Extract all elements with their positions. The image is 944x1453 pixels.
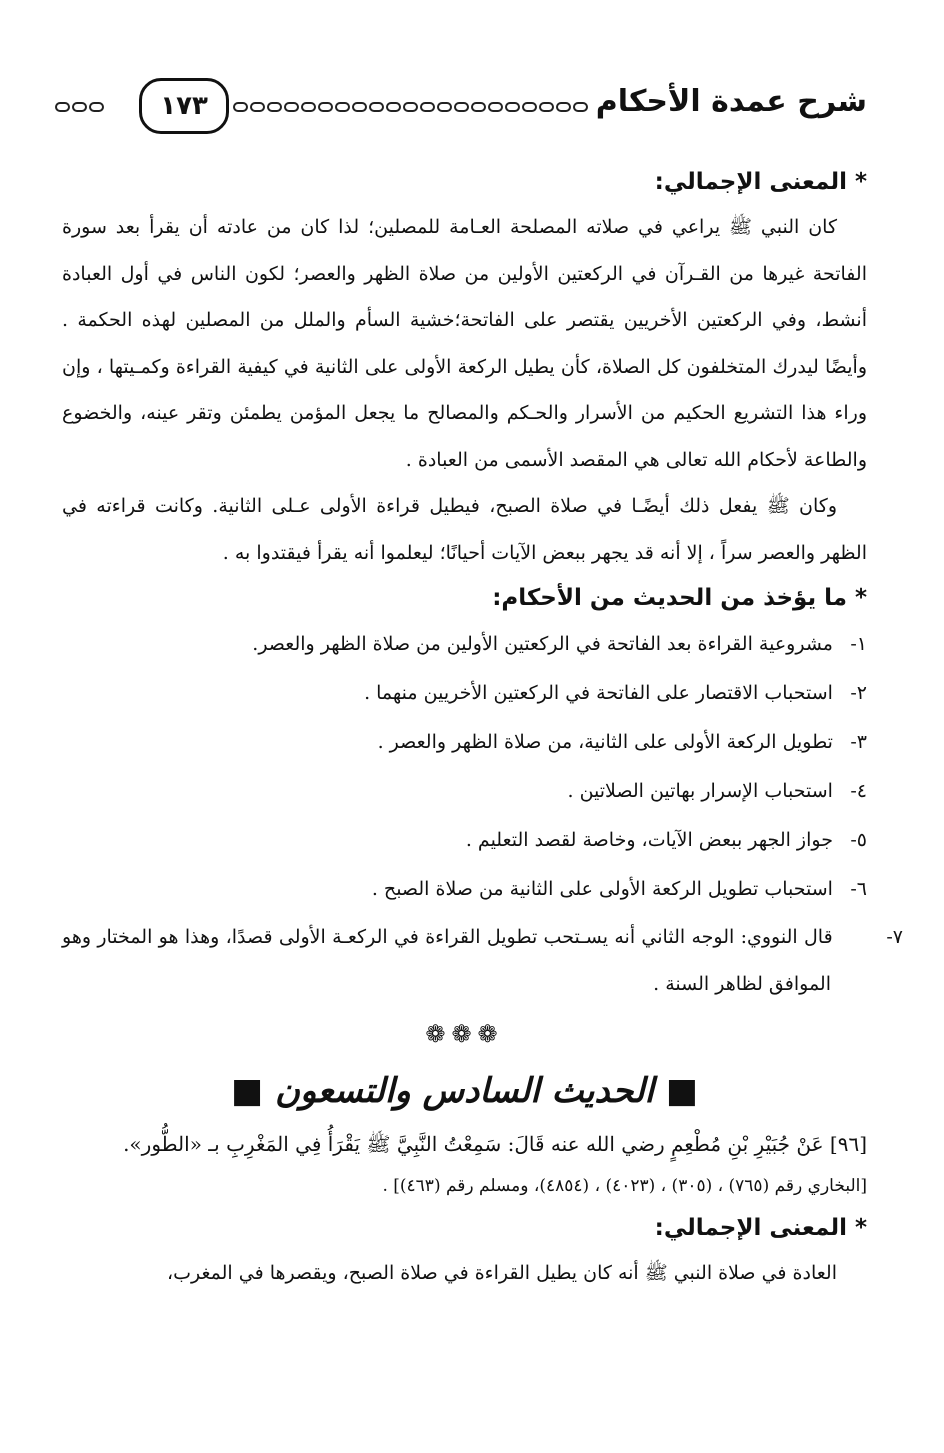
page-content bbox=[62, 160, 903, 1297]
list-item: ٢- استحباب الاقتصار على الفاتحة في الركعتين الأخريين منهما . bbox=[364, 682, 867, 704]
rulings-list bbox=[62, 620, 903, 1008]
list-item: ٧- قال النووي: الوجه الثاني أنه يسـتحب تطويل القراءة في الركعـة الأولى قصدًا، وهذا هو المختار وهو الموافق لظاهر السنة . bbox=[62, 926, 903, 995]
list-item: ١- مشروعية القراءة بعد الفاتحة في الركعتين الأولين من صلاة الظهر والعصر. bbox=[252, 633, 867, 655]
book-title: شرح عمدة الأحكام bbox=[595, 84, 867, 119]
paragraph-meaning-2: وكان ﷺ يفعل ذلك أيضًـا في صلاة الصبح، فيطيل قراءة الأولى عـلى الثانية. وكانت قراءته في الظهر والعصر سراً ، إلا أنه قد يجهر ببعض الآيات أحيانًا؛ ليعلموا أنه يقرأ فيقتدوا به . bbox=[62, 495, 867, 564]
list-item: ٤- استحباب الإسرار بهاتين الصلاتين . bbox=[567, 780, 867, 802]
paragraph-meaning-3: العادة في صلاة النبي ﷺ أنه كان يطيل القراءة في صلاة الصبح، ويقصرها في المغرب، bbox=[166, 1262, 837, 1284]
section-heading-meaning: * المعنى الإجمالي: bbox=[654, 169, 867, 195]
section-heading-rulings: * ما يؤخذ من الحديث من الأحكام: bbox=[492, 585, 867, 611]
section-heading-meaning-2: * المعنى الإجمالي: bbox=[654, 1215, 867, 1241]
header-ornament-short bbox=[55, 102, 104, 116]
paragraph-meaning-1: كان النبي ﷺ يراعي في صلاته المصلحة العـامة للمصلين؛ لذا كان من عادته أن يقرأ بعد سورة الفاتحة غيرها من القـرآن في الركعتين الأولين من صلاة الظهر والعصر؛ لكون الناس في أول العبادة أنشط، وفي الركعتين الأخريين يقتصر على الفاتحة؛خشية السأم والملل من المصلين لهذه الحكمة . وأيضًا ليدرك المتخلفون كل الصلاة، كأن يطيل الركعة الأولى على الثانية في كيفية القراءة وكمـيتها ، وإن وراء هذا التشريع الحكيم من الأسرار والحـكم والمصالح ما يجعل المؤمن يطمئن وتقر عينه، والخضوع والطاعة لأحكام الله تعالى هي المقصد الأسمى من العبادة . bbox=[62, 216, 867, 471]
hadith-reference: [البخاري رقم (٧٦٥) ، (٣٠٥) ، (٤٠٢٣) ، (٤٨٥٤)، ومسلم رقم (٤٦٣)] . bbox=[382, 1176, 867, 1196]
list-item: ٦- استحباب تطويل الركعة الأولى على الثانية من صلاة الصبح . bbox=[371, 878, 867, 900]
section-divider-stars: ❁❁❁ bbox=[425, 1020, 504, 1048]
page-number: ١٧٣ bbox=[139, 78, 229, 134]
list-item: ٣- تطويل الركعة الأولى على الثانية، من صلاة الظهر والعصر . bbox=[377, 731, 867, 753]
page-header bbox=[55, 78, 867, 138]
header-ornament-long bbox=[233, 102, 588, 116]
list-item: ٥- جواز الجهر ببعض الآيات، وخاصة لقصد التعليم . bbox=[465, 829, 867, 851]
hadith-text: [٩٦] عَنْ جُبَيْرِ بْنِ مُطْعِمٍ رضي الله عنه قَالَ: سَمِعْتُ النَّبِيَّ ﷺ يَقْرَأُ فِي المَغْرِبِ بـ «الطُّور». bbox=[123, 1132, 867, 1156]
hadith-title: ■ الحديث السادس والتسعون ■ bbox=[231, 1071, 698, 1111]
